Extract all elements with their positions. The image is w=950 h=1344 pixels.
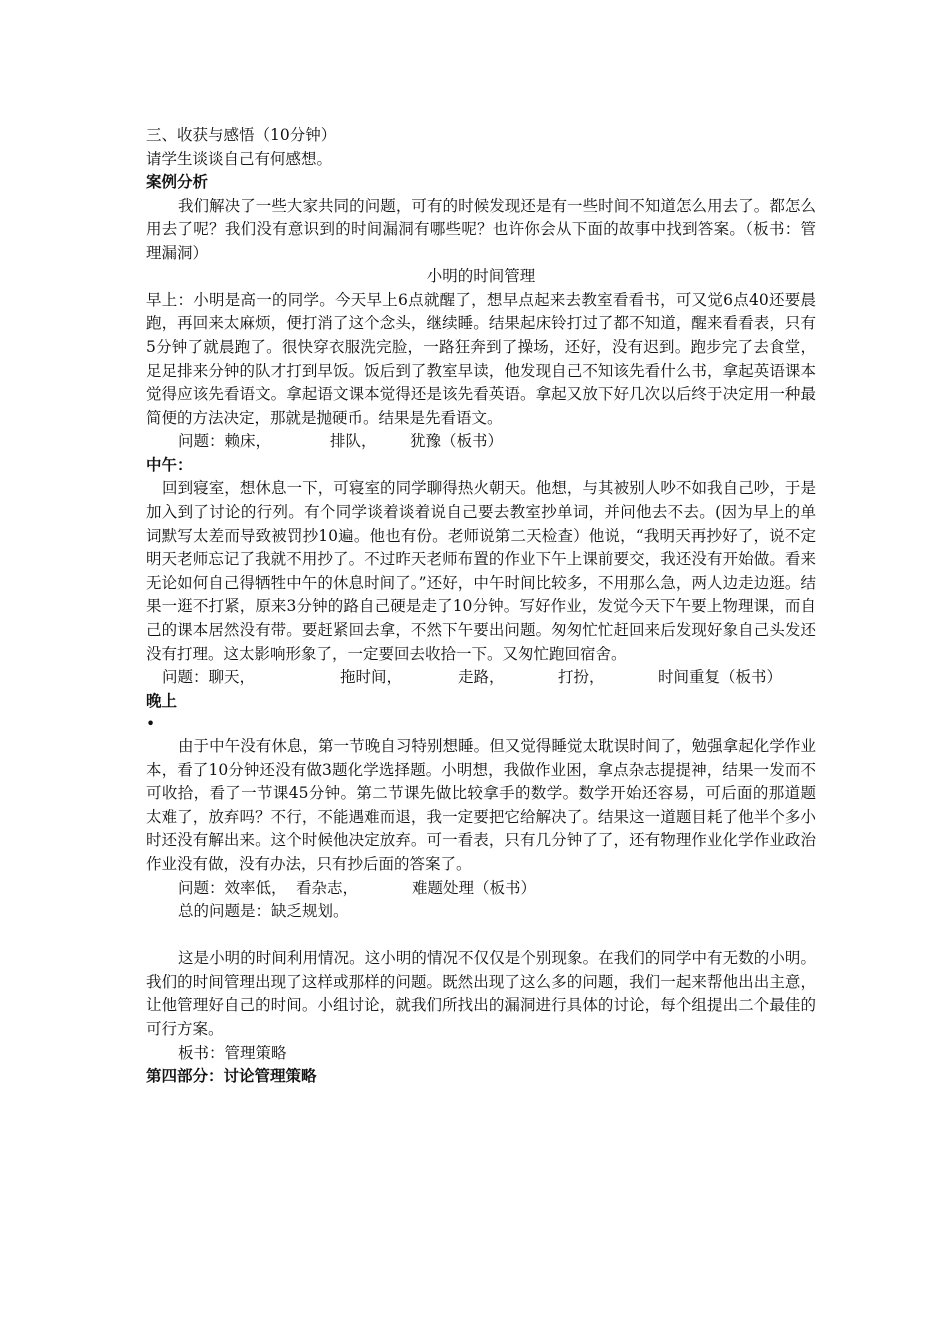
story-title: 小明的时间管理 <box>426 267 536 286</box>
section4-heading: 第四部分：讨论管理策略 <box>146 1067 317 1086</box>
noon-paragraph: 回到寝室，想休息一下，可寝室的同学聊得热火朝天。他想，与其被别人吵不如我自己吵，于是加入到了讨论的行列。有个同学谈着谈着说自己要去教室抄单词，并问他去不去。(因为早上的单词默写太差而导致被罚抄10遍。他也有份。老师说第二天检查）他说，“我明天再抄好了，说不定明天老师忘记了我就不用抄了。不过昨天老师布置的作业下午上课前要交，我还没有开始做。看来无论如何自己得牺牲中午的休息时间了。”还好，中午时间比较多，不用那么急，两人边走边逛。结果一逛不打紧，原来3分钟的路自己硬是走了10分钟。写好作业，发觉今天下午要上物理课，而自己的课本居然没有带。要赶紧回去拿，不然下午要出问题。匆匆忙忙赶回来后发现好象自己头发还没有打理。这太影响形象了，一定要回去收拾一下。又匆忙跑回宿舍。 <box>146 479 816 663</box>
morning-problem-2: 排队， <box>330 432 377 451</box>
noon-problems <box>146 666 816 690</box>
case-intro-paragraph: 我们解决了一些大家共同的问题，可有的时候发现还是有一些时间不知道怎么用去了。都怎么用去了呢？我们没有意识到的时间漏洞有哪些呢？也许你会从下面的故事中找到答案。（板书：管理漏洞） <box>146 196 816 262</box>
noon-problem-5: 时间重复（板书） <box>658 668 783 687</box>
morning-problem-3: 犹豫（板书） <box>410 432 504 451</box>
morning-problems <box>146 430 816 454</box>
evening-problem-1: 问题：效率低， <box>178 878 287 897</box>
conclusion-paragraph: 这是小明的时间利用情况。这小明的情况不仅仅是个别现象。在我们的同学中有无数的小明。我们的时间管理出现了这样或那样的问题。既然出现了这么多的问题，我们一起来帮他出出主意，让他管理好自己的时间。小组讨论，就我们所找出的漏洞进行具体的讨论，每个组提出二个最佳的可行方案。 <box>146 949 816 1038</box>
morning-problem-1: 问题：赖床， <box>178 432 272 451</box>
evening-heading: 晚上 <box>146 691 178 710</box>
section3-prompt: 请学生谈谈自己有何感想。 <box>146 149 333 168</box>
noon-problem-2: 拖时间， <box>340 668 403 687</box>
section3-heading: 三、收获与感悟（10分钟） <box>146 126 337 144</box>
morning-paragraph: 早上：小明是高一的同学。今天早上6点就醒了，想早点起来去教室看看书，可又觉6点40还要晨跑，再回来太麻烦，便打消了这个念头，继续睡。结果起床铃打过了都不知道，醒来看看表，只有5分钟了就晨跑了。很快穿衣服洗完脸，一路狂奔到了操场，还好，没有迟到。跑步完了去食堂，足足排来分钟的队才打到早饭。饭后到了教室早读，他发现自己不知该先看什么书，拿起英语课本觉得应该先看语文。拿起语文课本觉得还是该先看英语。拿起又放下好几次以后终于决定用一种最简便的方法决定，那就是抛硬币。结果是先看语文。 <box>146 290 816 427</box>
evening-problem-2: 看杂志， <box>296 878 359 897</box>
noon-problem-3: 走路， <box>458 668 505 687</box>
board-note: 板书：管理策略 <box>178 1043 287 1062</box>
noon-problem-1: 问题：聊天， <box>162 668 256 687</box>
evening-problems <box>146 877 816 901</box>
blank-line <box>146 924 816 948</box>
case-analysis-heading: 案例分析 <box>146 173 209 191</box>
noon-heading: 中午： <box>146 455 193 474</box>
evening-paragraph: 由于中午没有休息，第一节晚自习特别想睡。但又觉得睡觉太耽误时间了，勉强拿起化学作业本，看了10分钟还没有做3题化学选择题。小明想，我做作业困，拿点杂志提提神，结果一发而不可收拾，看了一节课45分钟。第二节课先做比较拿手的数学。数学开始还容易，可后面的那道题太难了，放弃吗？不行，不能遇难而退，我一定要把它给解决了。结果这一道题目耗了他半个多小时还没有解出来。这个时候他决定放弃。可一看表，只有几分钟了了，还有物理作业化学作业政治作业没有做，没有办法，只有抄后面的答案了。 <box>146 737 816 874</box>
noon-problem-4: 打扮， <box>558 668 605 687</box>
document-page <box>146 124 816 1089</box>
evening-problem-3: 难题处理（板书） <box>412 878 537 897</box>
evening-summary: 总的问题是：缺乏规划。 <box>178 902 349 921</box>
bullet-icon: • <box>146 715 156 734</box>
